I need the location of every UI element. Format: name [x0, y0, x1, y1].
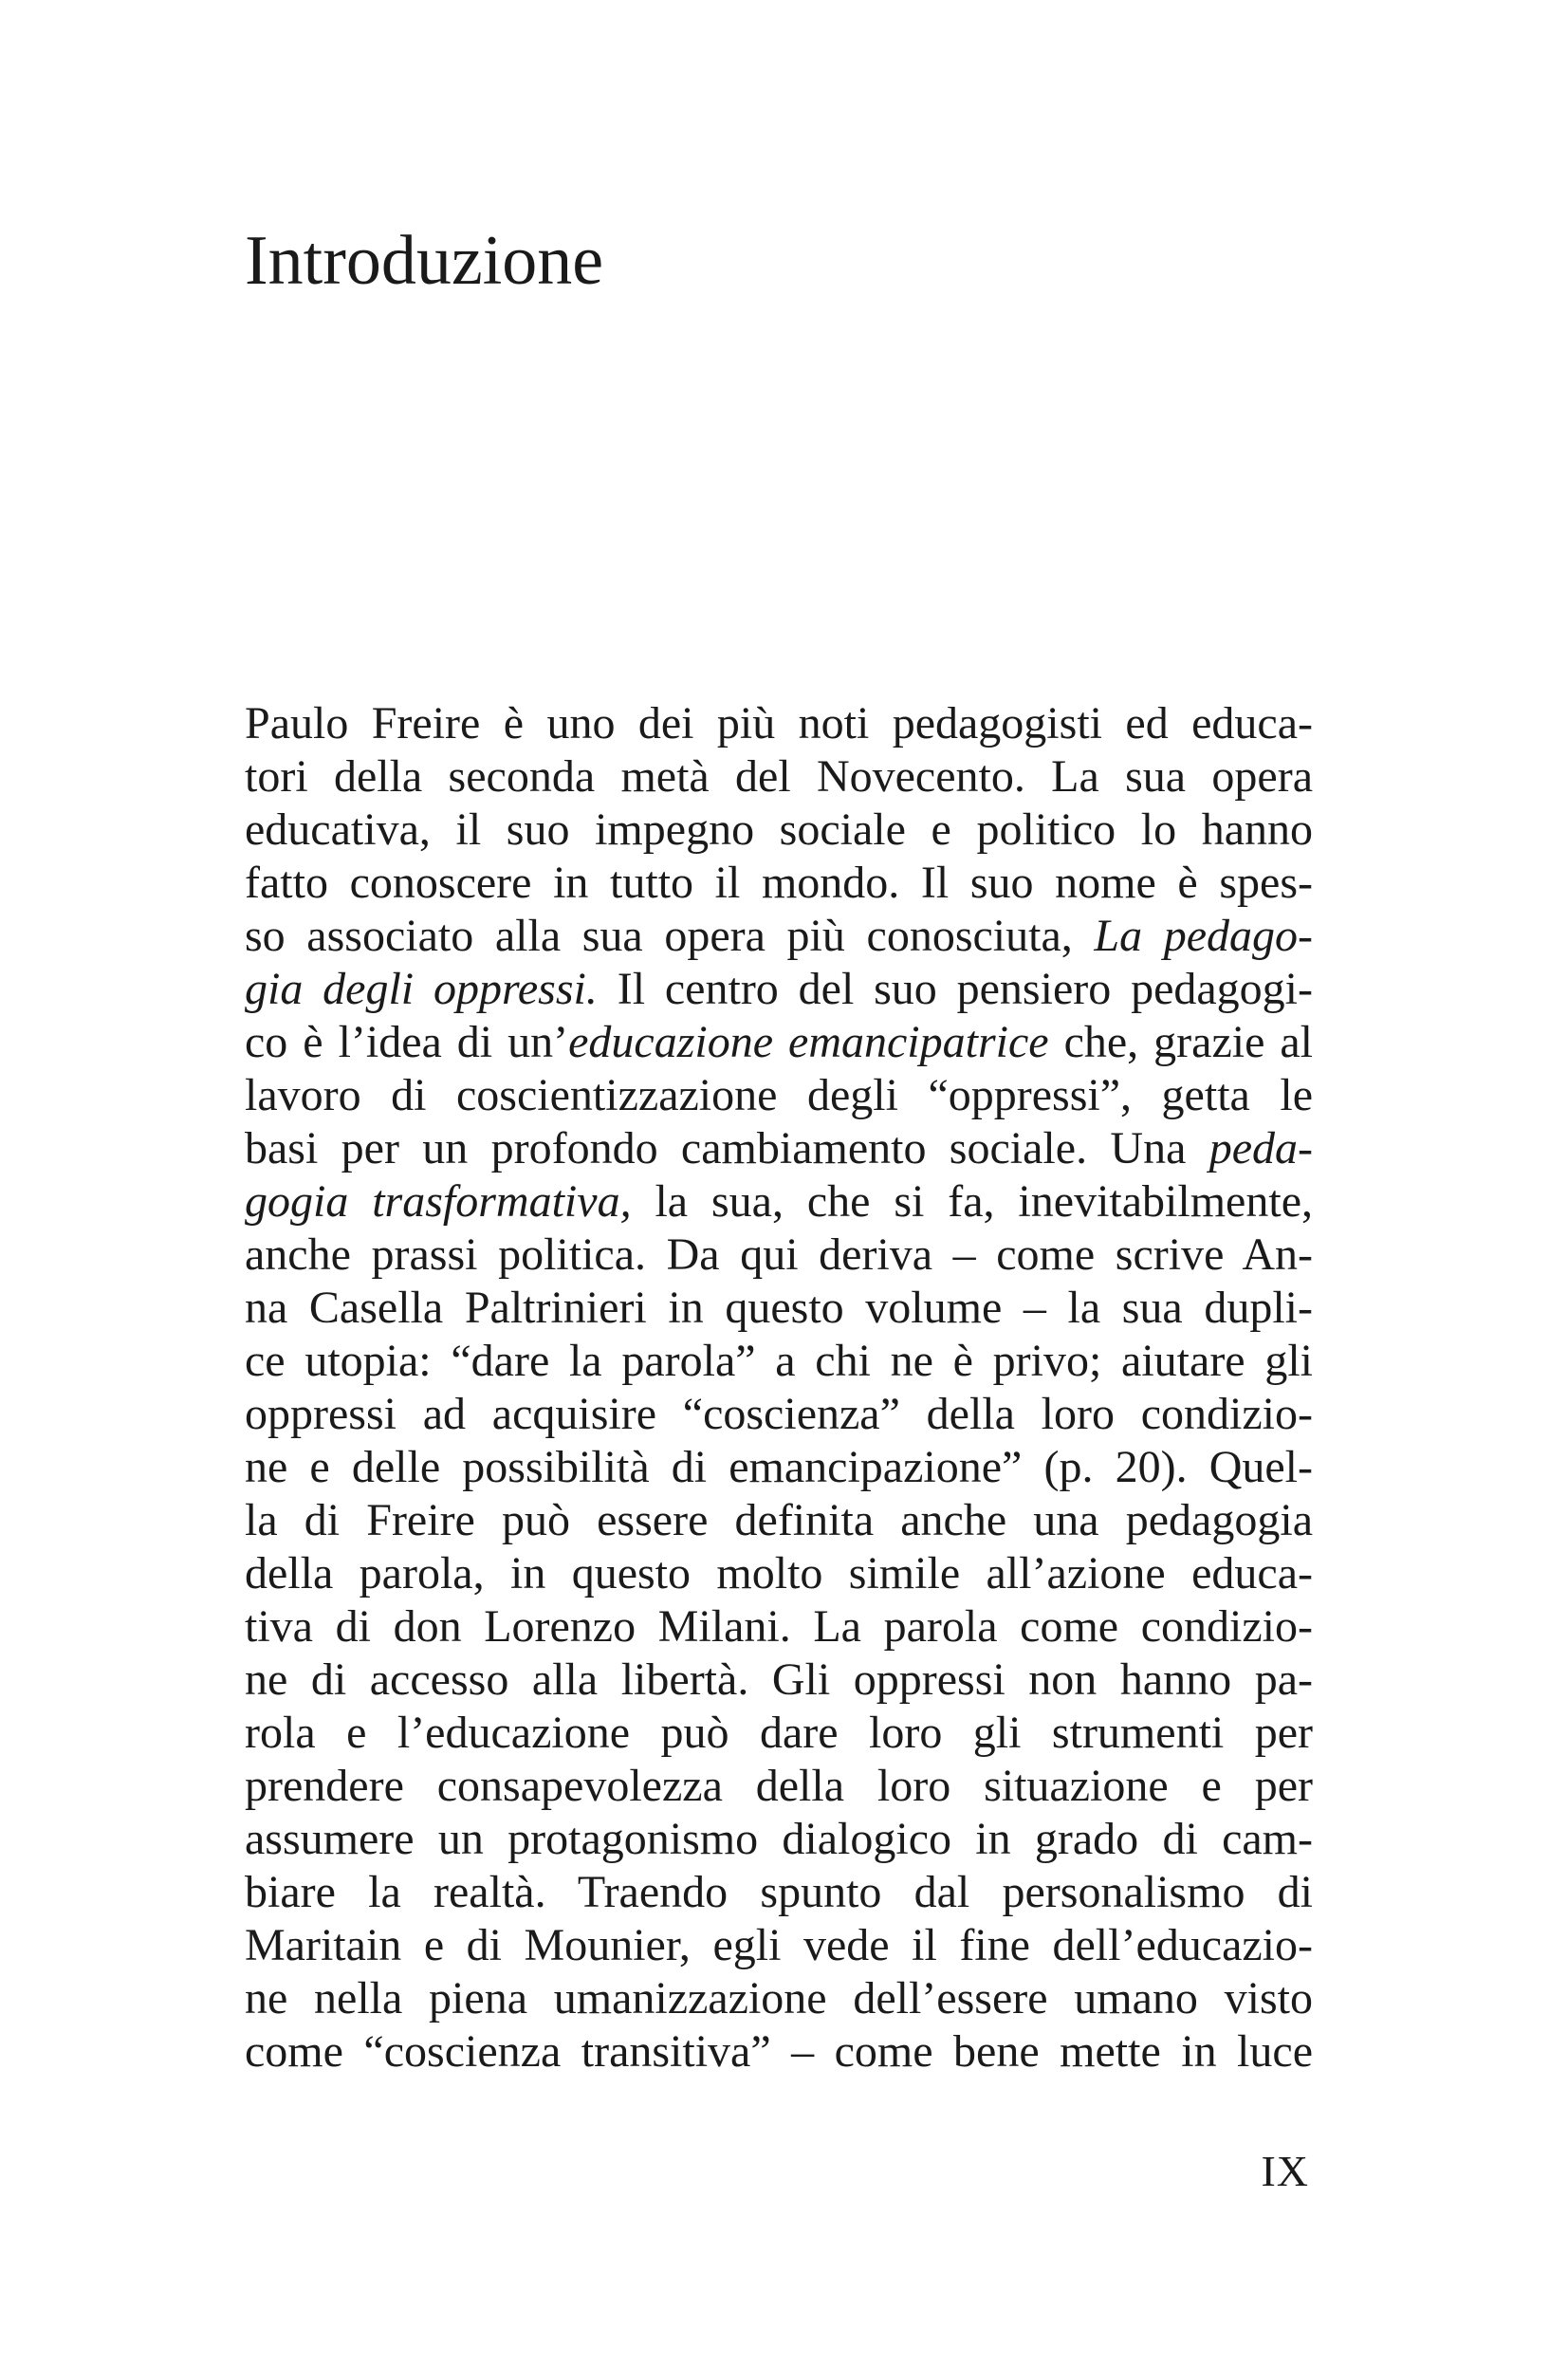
- text-line: [245, 1919, 1313, 1972]
- italic-text-segment: gogia trasformativa,: [245, 1176, 632, 1227]
- text-segment: na Casella Paltrinieri in questo volume – la sua dupli-: [245, 1283, 1313, 1333]
- text-segment: fatto conoscere in tutto il mondo. Il suo nome è spes-: [245, 858, 1313, 908]
- text-segment: Maritain e di Mounier, egli vede il fine dell’educazio-: [245, 1920, 1313, 1970]
- text-line: [245, 1494, 1313, 1547]
- text-segment: educativa, il suo impegno sociale e politico lo hanno: [245, 804, 1313, 855]
- text-segment: prendere consapevolezza della loro situazione e per: [245, 1761, 1313, 1811]
- text-line: [245, 1760, 1313, 1813]
- text-line: [245, 963, 1313, 1016]
- text-segment: assumere un protagonismo dialogico in grado di cam-: [245, 1814, 1313, 1864]
- text-line: [245, 1016, 1313, 1069]
- text-segment: ce utopia: “dare la parola” a chi ne è privo; aiutare gli: [245, 1336, 1313, 1386]
- text-segment: lavoro di coscientizzazione degli “oppressi”, getta le: [245, 1070, 1313, 1120]
- text-line: [245, 1388, 1313, 1441]
- text-line: [245, 1707, 1313, 1760]
- italic-text-segment: peda-: [1208, 1123, 1313, 1173]
- text-line: [245, 750, 1313, 804]
- text-segment: co è l’idea di un’: [245, 1017, 569, 1067]
- text-segment: ne e delle possibilità di emancipazione” (p. 20). Quel-: [245, 1442, 1313, 1492]
- text-segment: tori della seconda metà del Novecento. La sua opera: [245, 751, 1313, 802]
- text-line: [245, 857, 1313, 910]
- text-line: [245, 1069, 1313, 1122]
- text-segment: basi per un profondo cambiamento sociale. Una: [245, 1123, 1209, 1173]
- text-line: [245, 1972, 1313, 2025]
- page-number: IX: [1261, 2147, 1309, 2195]
- text-line: [245, 1122, 1313, 1175]
- text-line: [245, 697, 1313, 750]
- text-segment: come “coscienza transitiva” – come bene mette in luce: [245, 2026, 1313, 2077]
- text-segment: ne nella piena umanizzazione dell’essere umano visto: [245, 1973, 1313, 2023]
- italic-text-segment: educazione emancipatrice: [568, 1017, 1049, 1067]
- text-line: [245, 1654, 1313, 1707]
- text-segment: che, grazie al: [1048, 1017, 1314, 1067]
- text-line: [245, 1282, 1313, 1335]
- body-paragraph: [245, 697, 1313, 2079]
- italic-text-segment: La pedago-: [1094, 911, 1314, 961]
- text-line: [245, 1813, 1313, 1866]
- text-segment: Paulo Freire è uno dei più noti pedagogisti ed educa-: [245, 698, 1313, 748]
- text-line: [245, 1547, 1313, 1600]
- text-segment: anche prassi politica. Da qui deriva – come scrive An-: [245, 1229, 1313, 1280]
- text-segment: la sua, che si fa, inevitabilmente,: [631, 1176, 1314, 1227]
- text-line: [245, 1229, 1313, 1282]
- text-segment: oppressi ad acquisire “coscienza” della loro condizio-: [245, 1389, 1313, 1439]
- text-segment: della parola, in questo molto simile all’azione educa-: [245, 1548, 1313, 1598]
- text-line: [245, 1335, 1313, 1388]
- text-segment: ne di accesso alla libertà. Gli oppressi non hanno pa-: [245, 1654, 1313, 1705]
- text-segment: Il centro del suo pensiero pedagogi-: [597, 964, 1314, 1014]
- text-line: [245, 1866, 1313, 1919]
- text-line: [245, 1600, 1313, 1654]
- text-line: [245, 2025, 1313, 2079]
- text-segment: tiva di don Lorenzo Milani. La parola come condizio-: [245, 1601, 1313, 1652]
- italic-text-segment: gia degli oppressi.: [245, 964, 598, 1014]
- text-segment: rola e l’educazione può dare loro gli strumenti per: [245, 1708, 1313, 1758]
- text-segment: so associato alla sua opera più conosciuta,: [245, 911, 1095, 961]
- text-line: [245, 804, 1313, 857]
- text-segment: la di Freire può essere definita anche una pedagogia: [245, 1495, 1313, 1545]
- text-segment: biare la realtà. Traendo spunto dal personalismo di: [245, 1867, 1313, 1917]
- chapter-title: Introduzione: [245, 222, 604, 300]
- text-line: [245, 1175, 1313, 1229]
- text-line: [245, 910, 1313, 963]
- text-line: [245, 1441, 1313, 1494]
